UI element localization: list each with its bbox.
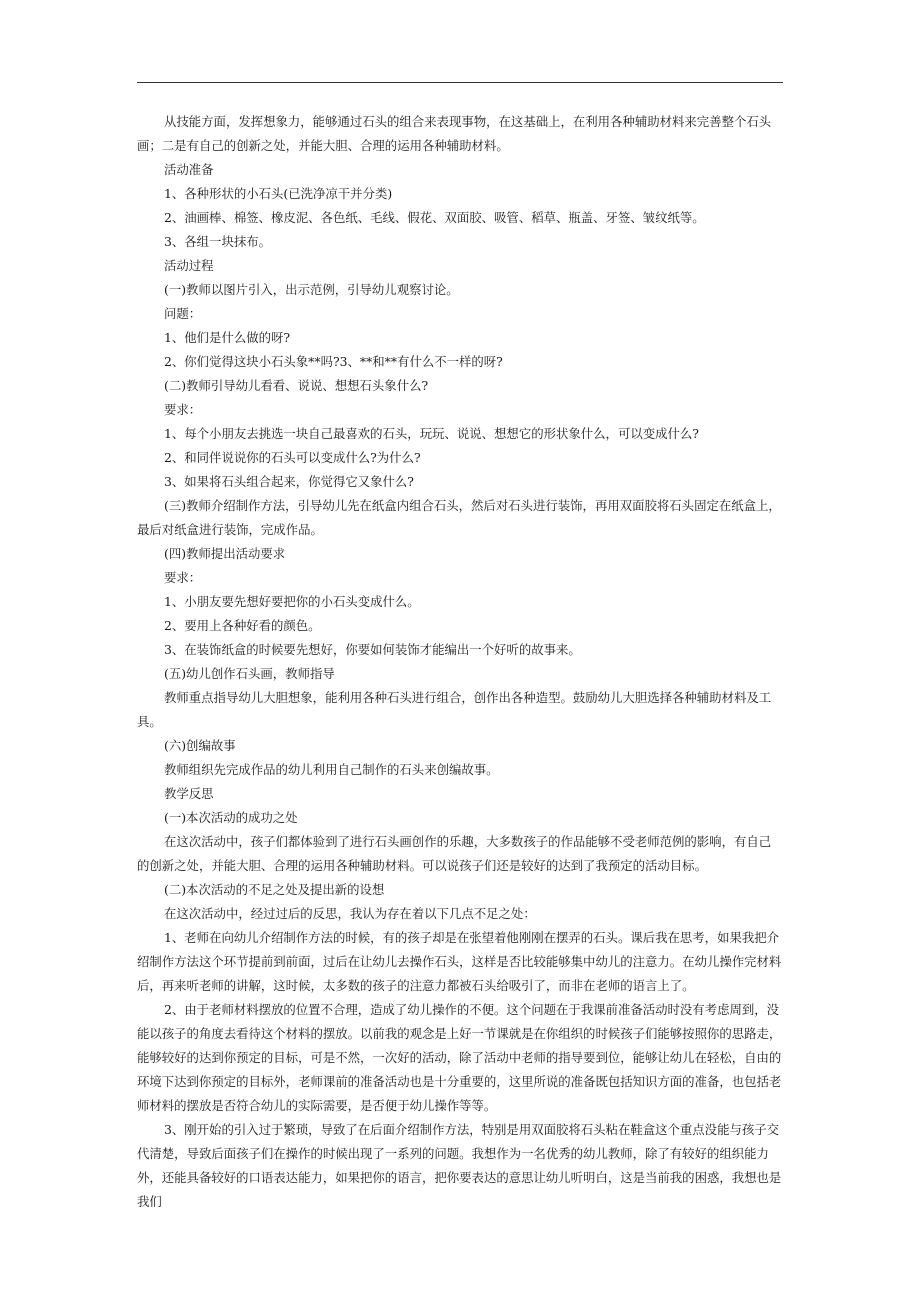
- list-item: 1、各种形状的小石头(已洗净凉干并分类): [164, 186, 393, 201]
- paragraph: 1、老师在向幼儿介绍制作方法的时候，有的孩子却是在张望着他刚刚在摆弄的石头。课后我在思考，如果我把介绍制作方法这个环节提前到前面，过后在让幼儿去操作石头，这样是否比较能够集中幼儿的注意力。在幼儿操作完材料后，再来听老师的讲解，这时候，太多数的孩子的注意力都被石头给吸引了，而非在老师的语言上了。: [137, 930, 782, 993]
- list-item: 2、要用上各种好看的颜色。: [164, 618, 321, 633]
- list-item: 1、他们是什么做的呀?: [164, 330, 291, 345]
- subsection-heading: (四)教师提出活动要求: [164, 546, 286, 561]
- list-item: 3、如果将石头组合起来，你觉得它又象什么?: [164, 474, 414, 489]
- list-item: 2、你们觉得这块小石头象**吗?3、**和**有什么不一样的呀?: [164, 354, 503, 369]
- paragraph: 在这次活动中，经过过后的反思，我认为存在着以下几点不足之处：: [164, 906, 536, 921]
- header-rule: [137, 82, 783, 83]
- label: 要求：: [164, 402, 202, 417]
- paragraph: 从技能方面，发挥想象力，能够通过石头的组合来表现事物，在这基础上，在利用各种辅助材料来完善整个石头画；二是有自己的创新之处，并能大胆、合理的运用各种辅助材料。: [137, 114, 772, 153]
- list-item: 3、各组一块抹布。: [164, 234, 272, 249]
- paragraph: 在这次活动中，孩子们都体验到了进行石头画创作的乐趣，大多数孩子的作品能够不受老师范例的影响，有自己的创新之处，并能大胆、合理的运用各种辅助材料。可以说孩子们还是较好的达到了我预定的活动目标。: [137, 834, 772, 873]
- subsection-heading: (二)教师引导幼儿看看、说说、想想石头象什么?: [164, 378, 429, 393]
- paragraph: 3、刚开始的引入过于繁琐，导致了在后面介绍制作方法，特别是用双面胶将石头粘在鞋盒这个重点没能与孩子交代清楚，导致后面孩子们在操作的时候出现了一系列的问题。我想作为一名优秀的幼儿教师，除了有较好的组织能力外，还能具备较好的口语表达能力，如果把你的语言，把你要表达的意思让幼儿听明白，这是当前我的困惑，我想也是我们: [137, 1122, 782, 1209]
- section-heading: 教学反思: [164, 786, 214, 801]
- paragraph: 教师重点指导幼儿大胆想象，能利用各种石头进行组合，创作出各种造型。鼓励幼儿大胆选择各种辅助材料及工具。: [137, 690, 772, 729]
- section-heading: 活动过程: [164, 258, 214, 273]
- subsection-heading: (五)幼儿创作石头画，教师指导: [164, 666, 335, 681]
- list-item: 2、和同伴说说你的石头可以变成什么?为什么?: [164, 450, 421, 465]
- subsection-heading: (六)创编故事: [164, 738, 236, 753]
- subsection-heading: (二)本次活动的不足之处及提出新的设想: [164, 882, 385, 897]
- document-body: [137, 110, 783, 1214]
- subsection-heading: (一)教师以图片引入，出示范例，引导幼儿观察讨论。: [164, 282, 459, 297]
- paragraph: 2、由于老师材料摆放的位置不合理，造成了幼儿操作的不便。这个问题在于我课前准备活动时没有考虑周到，没能以孩子的角度去看待这个材料的摆放。以前我的观念是上好一节课就是在你组织的时候孩子们能够按照你的思路走，能够较好的达到你预定的目标，可是不然，一次好的活动，除了活动中老师的指导要到位，能够让幼儿在轻松，自由的环境下达到你预定的目标外，老师课前的准备活动也是十分重要的，这里所说的准备既包括知识方面的准备，也包括老师材料的摆放是否符合幼儿的实际需要，是否便于幼儿操作等等。: [137, 1002, 782, 1113]
- subsection-heading: (三)教师介绍制作方法，引导幼儿先在纸盒内组合石头，然后对石头进行装饰，再用双面胶将石头固定在纸盒上，最后对纸盒进行装饰，完成作品。: [137, 498, 781, 537]
- list-item: 3、在装饰纸盒的时候要先想好，你要如何装饰才能编出一个好听的故事来。: [164, 642, 581, 657]
- label: 要求：: [164, 570, 202, 585]
- list-item: 1、每个小朋友去挑选一块自己最喜欢的石头，玩玩、说说、想想它的形状象什么，可以变成什么?: [164, 426, 699, 441]
- section-heading: 活动准备: [164, 162, 214, 177]
- list-item: 1、小朋友要先想好要把你的小石头变成什么。: [164, 594, 420, 609]
- paragraph: 教师组织先完成作品的幼儿利用自己制作的石头来创编故事。: [164, 762, 499, 777]
- label: 问题：: [164, 306, 202, 321]
- subsection-heading: (一)本次活动的成功之处: [164, 810, 298, 825]
- list-item: 2、油画棒、棉签、橡皮泥、各色纸、毛线、假花、双面胶、吸管、稻草、瓶盖、牙签、皱纹纸等。: [164, 210, 705, 225]
